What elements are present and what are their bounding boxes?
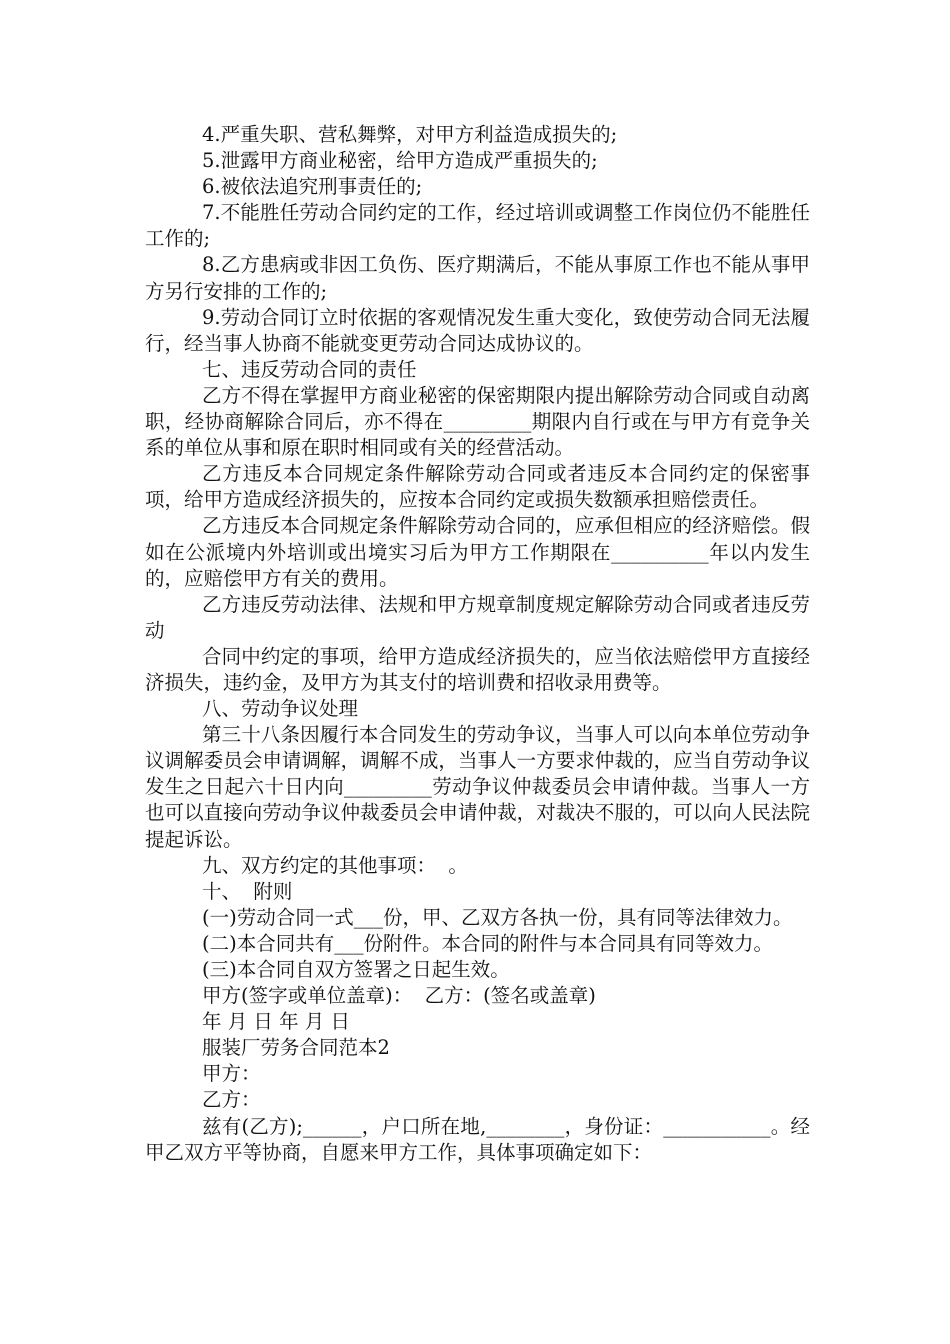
clause-4: 4.严重失职、营私舞弊，对甲方利益造成损失的;: [202, 123, 618, 146]
clause-7: 7.不能胜任劳动合同约定的工作，经过培训或调整工作岗位仍不能胜任工作的;: [145, 201, 810, 251]
section-7-paragraph-5: 合同中约定的事项，给甲方造成经济损失的，应当依法赔偿甲方直接经济损失，违约金，及甲方为其支付的培训费和招收录用费等。: [145, 644, 810, 694]
signature-line: 甲方(签字或单位盖章)： 乙方：(签名或盖章): [202, 984, 596, 1008]
section-7-paragraph-4: 乙方违反劳动法律、法规和甲方规章制度规定解除劳动合同或者违反劳动: [145, 592, 810, 642]
appendix-item-3: (三)本合同自双方签署之日起生效。: [202, 958, 510, 981]
section-7-paragraph-1: 乙方不得在掌握甲方商业秘密的保密期限内提出解除劳动合同或自动离职，经协商解除合同后，亦不得在_________期限内自行或在与甲方有竞争关系的单位从事和原在职时相同或有关的经营活动。: [145, 383, 810, 460]
date-line: 年 月 日 年 月 日: [202, 1010, 350, 1034]
section-9-heading: 九、双方约定的其他事项： 。: [202, 853, 468, 877]
clause-8: 8.乙方患病或非因工负伤、医疗期满后，不能从事原工作也不能从事甲方另行安排的工作的;: [145, 253, 810, 303]
section-7-paragraph-2: 乙方违反本合同规定条件解除劳动合同或者违反本合同约定的保密事项，给甲方造成经济损失的，应按本合同约定或损失数额承担赔偿责任。: [145, 462, 810, 512]
clause-6: 6.被依法追究刑事责任的;: [202, 175, 423, 199]
document-page: [145, 122, 810, 1166]
party-a-line: 甲方：: [202, 1062, 261, 1086]
appendix-item-1: (一)劳动合同一式___份，甲、乙双方各执一份，具有同等法律效力。: [202, 905, 793, 929]
section-10-heading: 十、 附则: [202, 879, 293, 903]
appendix-item-2: (二)本合同共有___份附件。本合同的附件与本合同具有同等效力。: [202, 931, 773, 955]
clause-5: 5.泄露甲方商业秘密，给甲方造成严重损失的;: [202, 149, 598, 173]
section-8-paragraph: 第三十八条因履行本合同发生的劳动争议，当事人可以向本单位劳动争议调解委员会申请调解，调解不成，当事人一方要求仲裁的，应当自劳动争议发生之日起六十日内向_________劳动争议仲裁委员会申请仲裁。当事人一方也可以直接向劳动争议仲裁委员会申请仲裁，对裁决不服的，可以向人民法院提起诉讼。: [145, 723, 810, 851]
section-8-heading: 八、劳动争议处理: [202, 697, 359, 721]
contract-2-intro: 兹有(乙方);______，户口所在地,________，身份证：___________。经甲乙双方平等协商，自愿来甲方工作，具体事项确定如下：: [145, 1114, 810, 1164]
section-7-paragraph-3: 乙方违反本合同规定条件解除劳动合同的，应承但相应的经济赔偿。假如在公派境内外培训或出境实习后为甲方工作期限在__________年以内发生的，应赔偿甲方有关的费用。: [145, 514, 810, 590]
clause-9: 9.劳动合同订立时依据的客观情况发生重大变化，致使劳动合同无法履行，经当事人协商不能就变更劳动合同达成协议的。: [145, 305, 810, 355]
section-7-heading: 七、违反劳动合同的责任: [202, 357, 417, 381]
contract-2-title: 服装厂劳务合同范本2: [202, 1036, 390, 1060]
party-b-line: 乙方：: [202, 1088, 261, 1112]
